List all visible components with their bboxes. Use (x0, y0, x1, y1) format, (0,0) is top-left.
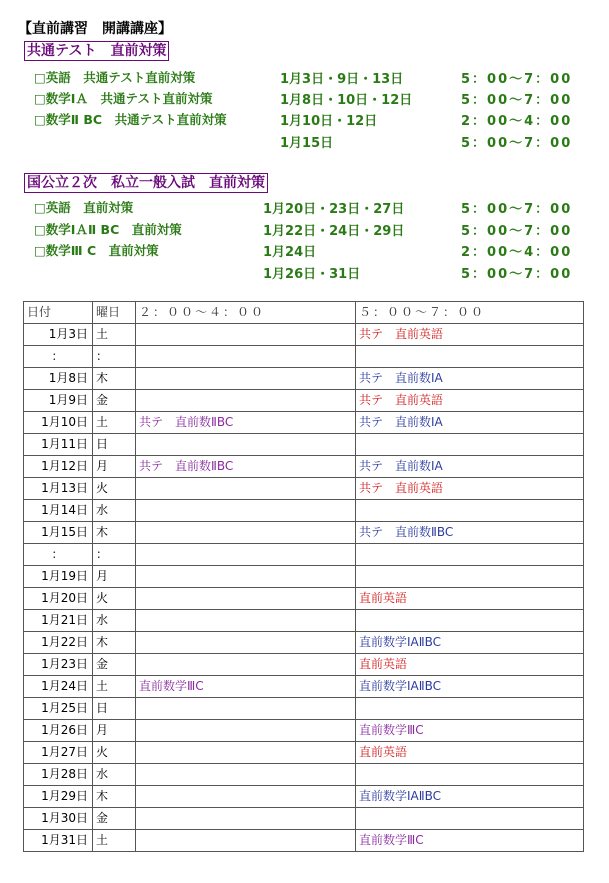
cell-slot-evening: 直前英語 (356, 588, 584, 610)
cell-slot-evening: 直前数学ⅢC (356, 720, 584, 742)
cell-weekday: 土 (93, 412, 136, 434)
course-time: 5：00～7：00 (461, 72, 573, 87)
cell-slot-evening: 共テ 直前数ⅠA (356, 456, 584, 478)
cell-date: 1月15日 (24, 522, 93, 544)
cell-date: 1月13日 (24, 478, 93, 500)
cell-slot-afternoon (136, 544, 356, 566)
cell-slot-evening (356, 698, 584, 720)
cell-slot-afternoon (136, 324, 356, 346)
cell-weekday: 水 (93, 500, 136, 522)
cell-slot-afternoon (136, 720, 356, 742)
cell-date: 1月31日 (24, 830, 93, 852)
cell-slot-afternoon (136, 346, 356, 368)
table-row (24, 698, 584, 720)
cell-weekday: 木 (93, 522, 136, 544)
table-row (24, 368, 584, 390)
course-dates: 1月24日 (263, 245, 317, 260)
cell-slot-afternoon (136, 500, 356, 522)
course-dates: 1月22日・24日・29日 (263, 224, 405, 239)
cell-weekday: 金 (93, 808, 136, 830)
cell-weekday: 火 (93, 588, 136, 610)
cell-slot-afternoon (136, 522, 356, 544)
cell-date: 1月23日 (24, 654, 93, 676)
cell-date: ： (24, 346, 93, 368)
table-row (24, 412, 584, 434)
course-time: 5：00～7：00 (461, 202, 573, 217)
cell-date: 1月12日 (24, 456, 93, 478)
cell-slot-evening: 直前英語 (356, 654, 584, 676)
cell-date: 1月20日 (24, 588, 93, 610)
cell-slot-afternoon (136, 632, 356, 654)
cell-slot-evening: 共テ 直前英語 (356, 324, 584, 346)
cell-date: 1月11日 (24, 434, 93, 456)
cell-weekday: 水 (93, 764, 136, 786)
table-row (24, 632, 584, 654)
table-row (24, 500, 584, 522)
course-time: 5：00～7：00 (461, 267, 573, 282)
table-row (24, 786, 584, 808)
cell-date: 1月30日 (24, 808, 93, 830)
cell-slot-afternoon (136, 478, 356, 500)
table-row (24, 390, 584, 412)
section-title-common-test: 共通テスト 直前対策 (24, 41, 169, 61)
cell-slot-afternoon (136, 698, 356, 720)
cell-date: 1月3日 (24, 324, 93, 346)
course-name: □数学Ⅱ BC 共通テスト直前対策 (34, 112, 227, 127)
cell-slot-afternoon (136, 654, 356, 676)
cell-slot-evening (356, 808, 584, 830)
cell-weekday: 月 (93, 456, 136, 478)
cell-slot-evening: 直前数学ⅠAⅡBC (356, 632, 584, 654)
cell-weekday: 金 (93, 390, 136, 412)
cell-slot-evening (356, 434, 584, 456)
course-dates: 1月15日 (280, 136, 334, 151)
cell-weekday: 土 (93, 324, 136, 346)
table-row (24, 566, 584, 588)
cell-weekday: 金 (93, 654, 136, 676)
course-dates: 1月8日・10日・12日 (280, 93, 413, 108)
page-title: 【直前講習 開講講座】 (18, 21, 172, 37)
table-row (24, 544, 584, 566)
course-time: 2：00～4：00 (461, 114, 573, 129)
cell-slot-evening: 共テ 直前英語 (356, 390, 584, 412)
course-name: □英語 共通テスト直前対策 (34, 70, 196, 85)
course-name: □数学ⅠＡ 共通テスト直前対策 (34, 91, 213, 106)
table-row (24, 522, 584, 544)
table-row (24, 742, 584, 764)
cell-weekday: 木 (93, 786, 136, 808)
cell-slot-afternoon (136, 566, 356, 588)
header-slot-evening: ５：００～７：００ (356, 302, 584, 324)
cell-slot-afternoon (136, 786, 356, 808)
cell-weekday: 木 (93, 632, 136, 654)
cell-slot-evening: 直前数学ⅠAⅡBC (356, 786, 584, 808)
cell-slot-evening (356, 764, 584, 786)
cell-weekday: 火 (93, 742, 136, 764)
course-name: □数学ⅠＡⅡ BC 直前対策 (34, 222, 182, 237)
cell-slot-evening: 共テ 直前数ⅠA (356, 368, 584, 390)
cell-date: 1月8日 (24, 368, 93, 390)
cell-weekday: 土 (93, 830, 136, 852)
cell-slot-afternoon (136, 830, 356, 852)
table-row (24, 610, 584, 632)
cell-slot-evening (356, 610, 584, 632)
course-time: 5：00～7：00 (461, 224, 573, 239)
cell-weekday: 水 (93, 610, 136, 632)
cell-weekday: 日 (93, 434, 136, 456)
cell-date: 1月10日 (24, 412, 93, 434)
table-row (24, 346, 584, 368)
cell-slot-afternoon (136, 434, 356, 456)
cell-slot-evening (356, 544, 584, 566)
cell-weekday: 火 (93, 478, 136, 500)
cell-slot-afternoon (136, 742, 356, 764)
cell-date: 1月26日 (24, 720, 93, 742)
cell-slot-evening: 共テ 直前数ⅡBC (356, 522, 584, 544)
cell-slot-evening (356, 500, 584, 522)
cell-weekday: ： (93, 346, 136, 368)
table-row (24, 808, 584, 830)
cell-date: 1月29日 (24, 786, 93, 808)
cell-date: 1月28日 (24, 764, 93, 786)
cell-slot-afternoon: 共テ 直前数ⅡBC (136, 412, 356, 434)
cell-weekday: 月 (93, 720, 136, 742)
cell-weekday: 日 (93, 698, 136, 720)
cell-date: 1月27日 (24, 742, 93, 764)
cell-slot-afternoon (136, 610, 356, 632)
course-dates: 1月3日・9日・13日 (280, 72, 404, 87)
header-slot-afternoon: ２：００～４：００ (136, 302, 356, 324)
cell-slot-afternoon: 共テ 直前数ⅡBC (136, 456, 356, 478)
cell-slot-afternoon (136, 368, 356, 390)
cell-slot-evening: 直前数学ⅠAⅡBC (356, 676, 584, 698)
cell-date: 1月9日 (24, 390, 93, 412)
cell-date: 1月14日 (24, 500, 93, 522)
table-row (24, 324, 584, 346)
cell-weekday: ： (93, 544, 136, 566)
course-time: 5：00～7：00 (461, 136, 573, 151)
table-row (24, 764, 584, 786)
header-date: 日付 (24, 302, 93, 324)
table-row (24, 654, 584, 676)
course-time: 2：00～4：00 (461, 245, 573, 260)
cell-slot-evening (356, 346, 584, 368)
table-row (24, 434, 584, 456)
cell-date: 1月24日 (24, 676, 93, 698)
cell-weekday: 木 (93, 368, 136, 390)
course-dates: 1月20日・23日・27日 (263, 202, 405, 217)
section-title-secondary-exam: 国公立２次 私立一般入試 直前対策 (24, 173, 268, 193)
table-row (24, 676, 584, 698)
cell-slot-evening: 共テ 直前英語 (356, 478, 584, 500)
cell-slot-afternoon (136, 764, 356, 786)
schedule-table (23, 301, 584, 852)
cell-slot-evening: 直前英語 (356, 742, 584, 764)
course-dates: 1月10日・12日 (280, 114, 378, 129)
table-row (24, 588, 584, 610)
cell-date: 1月22日 (24, 632, 93, 654)
cell-slot-evening (356, 566, 584, 588)
table-row (24, 720, 584, 742)
cell-slot-evening: 直前数学ⅢC (356, 830, 584, 852)
course-name: □数学Ⅲ C 直前対策 (34, 243, 159, 258)
cell-date: 1月25日 (24, 698, 93, 720)
cell-slot-afternoon (136, 390, 356, 412)
cell-weekday: 土 (93, 676, 136, 698)
cell-date: 1月21日 (24, 610, 93, 632)
header-weekday: 曜日 (93, 302, 136, 324)
cell-date: 1月19日 (24, 566, 93, 588)
cell-slot-afternoon (136, 588, 356, 610)
cell-slot-afternoon: 直前数学ⅢC (136, 676, 356, 698)
table-row (24, 478, 584, 500)
course-name: □英語 直前対策 (34, 200, 134, 215)
course-time: 5：00～7：00 (461, 93, 573, 108)
table-row (24, 830, 584, 852)
cell-weekday: 月 (93, 566, 136, 588)
cell-slot-afternoon (136, 808, 356, 830)
cell-date: ： (24, 544, 93, 566)
cell-slot-evening: 共テ 直前数ⅠA (356, 412, 584, 434)
table-header-row (24, 302, 584, 324)
table-row (24, 456, 584, 478)
course-dates: 1月26日・31日 (263, 267, 361, 282)
